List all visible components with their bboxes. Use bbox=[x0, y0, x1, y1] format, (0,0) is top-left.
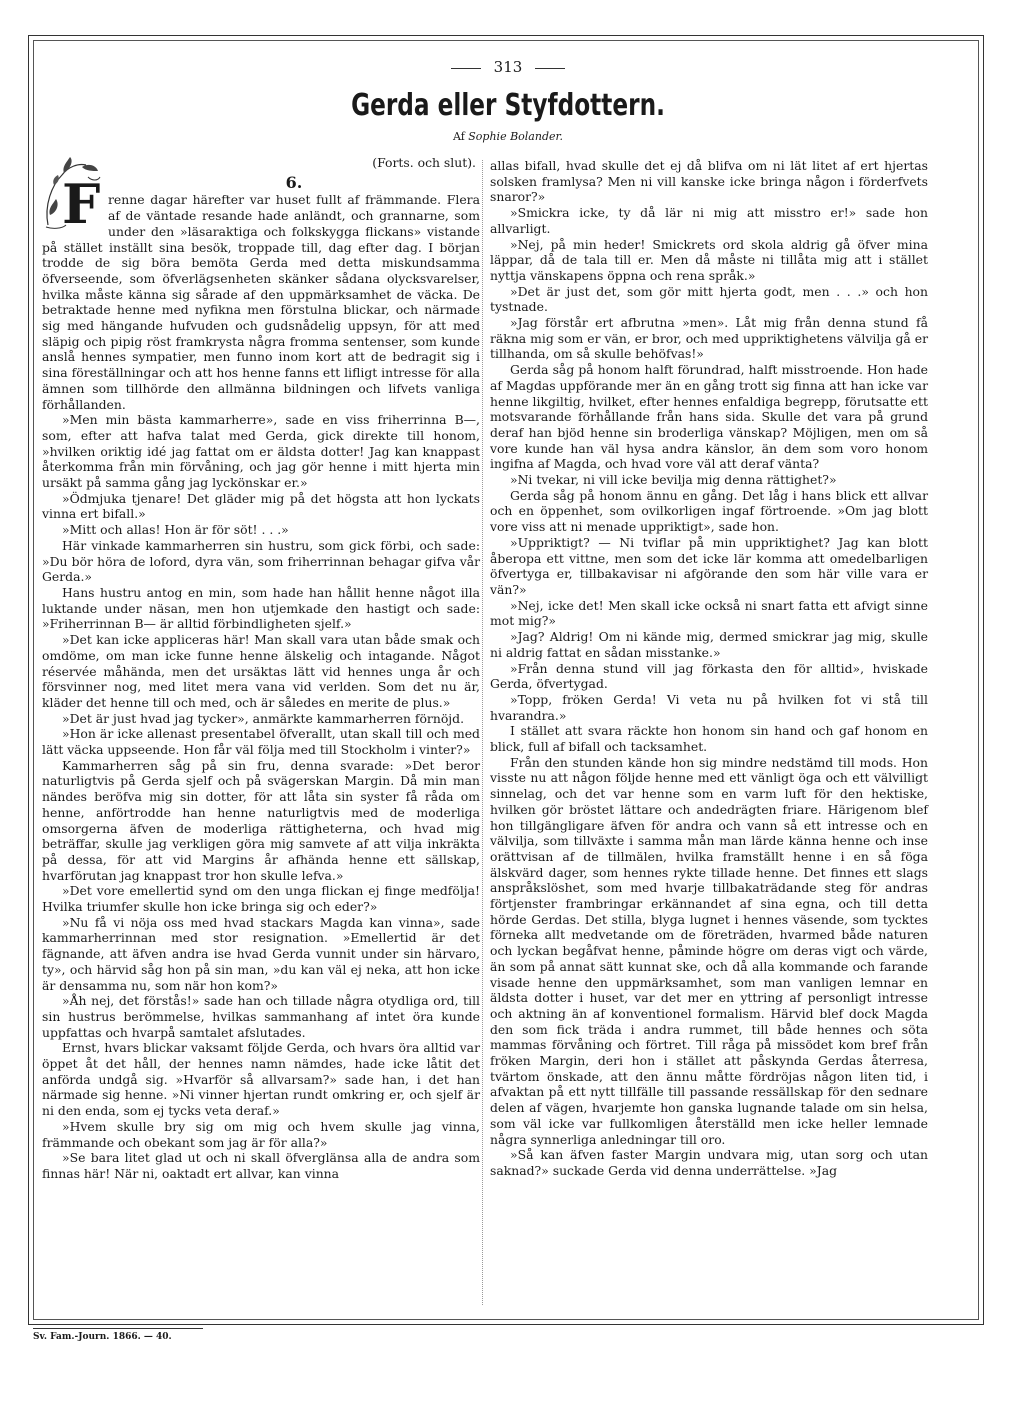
page-number-text: 313 bbox=[493, 58, 523, 76]
paragraph: »Det kan icke appliceras här! Man skall vara utan både smak och omdöme, om man icke funne henne älskelig och intagande. Något réservée måhända, men det ursäktas lätt vid hennes unga år och försvinner nog, med litet mera vana vid verlden. Som det nu är, kläder det henne till och med, och är således en merite de plus.» bbox=[42, 632, 480, 710]
byline bbox=[0, 130, 1016, 143]
paragraph: Från den stunden kände hon sig mindre nedstämd till mods. Hon visste nu att någon följde henne med ett vänligt öga och ett välvilligt sinnelag, och det var henne som en varm luft för den hektiske, hvilken gör bröstet lättare och andedrägten friare. Härigenom blef hon tillgängligare äfven för andra och vann så ett intresse och en välvilja, som tillväxte i samma mån man lärde känna henne och inse orättvisan af de tillmälen, hvilka framställt henne i en så föga älskvärd dager, som hennes rykte tillade henne. Det finnes ett slags anspråkslöshet, som med hvarje tillbakaträdande steg för andras förtjenster frambringar erkännandet af sina egna, och till detta hörde Gerdas. Det stilla, blyga lugnet i hennes väsende, som tycktes förneka allt medvetande om de företräden, hvarmed både naturen och lyckan begåfvat henne, påminde högre om deras vigt och värde, än som på annat sätt kunnat ske, och då alla kommande och farande visade henne den uppmärksamhet, som man vanligen lemnar en äldsta dotter i huset, var det mer en yttring af personligt intresse och aktning än af konventionel formalism. Härvid blef dock Magda den som fick träda i andra rummet, till både hennes och söta mammas förvåning och förtret. Till råga på missödet kom bref från fröken Margin, deri hon i stället att påskynda Gerdas återresa, tvärtom önskade, att den ännu måtte fördröjas någon liten tid, i afvaktan på ett nytt tillfälle till passande ressällskap för den sednare delen af vägen, hvarjemte hon ganska lugnande talade om sin helsa, som väl icke var fullkomligen återställd men icke heller lemnade några synnerliga anledningar till oro. bbox=[490, 754, 928, 1147]
paragraph: »Se bara litet glad ut och ni skall öfverglänsa alla de andra som finnas här! När ni, oaktadt ert allvar, kan vinna bbox=[42, 1150, 480, 1181]
paragraph: »Ödmjuka tjenare! Det gläder mig på det högsta att hon lyckats vinna ert bifall.» bbox=[42, 490, 480, 522]
byline-prefix: Af bbox=[452, 130, 469, 143]
footer-rule bbox=[33, 1328, 203, 1329]
article-title: Gerda eller Styfdottern. bbox=[351, 88, 665, 123]
paragraph: Hans hustru antog en min, som hade han hållit henne något illa luktande under näsan, men hon utjemkade den hastigt och sade: »Friherrinnan B— är alltid förbindligheten sjelf.» bbox=[42, 584, 480, 632]
paragraph: »Det vore emellertid synd om den unga flickan ej finge medfölja! Hvilka triumfer skulle hon icke bringa sig och eder?» bbox=[42, 883, 480, 915]
page-number bbox=[0, 58, 1016, 76]
paragraph: »Ni tvekar, ni vill icke bevilja mig denna rättighet?» bbox=[510, 472, 837, 488]
paragraph: »Topp, fröken Gerda! Vi veta nu på hvilken fot vi stå till hvarandra.» bbox=[490, 691, 928, 723]
paragraph: »Nej, icke det! Men skall icke också ni snart fatta ett afvigt sinne mot mig?» bbox=[490, 597, 928, 629]
paragraph: »Åh nej, det förstås!» sade han och tillade några otydliga ord, till sin hustrus berömmelse, hvilkas sammanhang af intet öra kunde uppfattas och hvarpå samtalet afslutades. bbox=[42, 993, 480, 1040]
paragraph: »Smickra icke, ty då lär ni mig att misstro er!» sade hon allvarligt. bbox=[490, 205, 928, 236]
dropcap-letter: F bbox=[62, 172, 101, 233]
paragraph: Gerda såg på honom halft förundrad, halft misstroende. Hon hade af Magdas uppförande mer än en gång trott sig finna att han icke var henne likgiltig, hvilket, efter hennes enfaldiga begrepp, förutsatte ett motsvarande förhållande från hans sida. Skulle det vara på grund deraf han bjöd henne sin broderliga vänskap? Möjligen, men om så vore kunde han väl hysa andra känslor, än dem som voro honom ingifna af Magda, och hvad vore väl att deraf vänta? bbox=[490, 362, 928, 472]
paragraph: »Jag förstår ert afbrutna »men». Låt mig från denna stund få räkna mig som er vän, er bror, och med uppriktighetens välvilja gå er tillhanda, om så skulle behöfvas!» bbox=[490, 315, 928, 362]
paragraph: »Nu få vi nöja oss med hvad stackars Magda kan vinna», sade kammarherrinnan med stor resignation. »Emellertid är det fägnande, att äfven andra ise hvad Gerda vunnit under sin härvaro, ty», och härvid såg hon på sin man, »du kan väl ej neka, att hon icke är densamma nu, som när hon kom?» bbox=[42, 914, 480, 993]
paragraph: Här vinkade kammarherren sin hustru, som gick förbi, och sade: »Du bör höra de loford, dyra vän, som friherrinnan behagar gifva vår Gerda.» bbox=[42, 537, 480, 585]
paragraph: »Men min bästa kammarherre», sade en viss friherrinna B—, som, efter att hafva talat med Gerda, gick direkte till honom, »hvilken oriktig idé jag fattat om er äldsta dotter! Jag kan knappast återkomma från min förvåning, och jag gör henne i mitt hjerta min ursäkt på samma gång jag lyckönskar er.» bbox=[42, 412, 480, 491]
paragraph: »Så kan äfven faster Margin undvara mig, utan sorg och utan saknad?» suckade Gerda vid denna underrättelse. »Jag bbox=[490, 1147, 928, 1178]
paragraph: »Från denna stund vill jag förkasta den för alltid», hviskade Gerda, öfvertygad. bbox=[490, 660, 928, 692]
paragraph: »Det är just det, som gör mitt hjerta godt, men . . .» och hon tystnade. bbox=[490, 283, 928, 315]
paragraph: Ernst, hvars blickar vaksamt följde Gerda, och hvars öra alltid var öppet åt det håll, der hennes namn nämdes, hade icke låtit det anförda undgå sig. »Hvarför så allvarsam?» sade han, i det han närmade sig henne. »Ni vinner hjertan rundt omkring er, och sjelf är ni den enda, som ej tycks veta deraf.» bbox=[42, 1040, 480, 1119]
paragraph: allas bifall, hvad skulle det ej då blifva om ni lät litet af ert hjertas solsken framlysa? Men ni vill kanske icke bringa någon i förderfvets snaror?» bbox=[490, 158, 928, 205]
section-number: 6. bbox=[285, 172, 303, 192]
page-number-dash-right bbox=[535, 68, 565, 69]
left-column bbox=[42, 155, 480, 1182]
column-divider bbox=[482, 160, 483, 1305]
continued-note: (Forts. och slut). bbox=[372, 155, 476, 170]
paragraph: »Nej, på min heder! Smickrets ord skola aldrig gå öfver mina läppar, då de tala till er. Men då måste ni tillåta mig att i stället nyttja vänskapens öppna och rena språk.» bbox=[490, 236, 928, 283]
right-column bbox=[490, 158, 928, 1179]
footer-note: Sv. Fam.-Journ. 1866. — 40. bbox=[33, 1332, 172, 1342]
ornament-foliage-icon bbox=[42, 155, 102, 233]
paragraph: Gerda såg på honom ännu en gång. Det låg i hans blick ett allvar och en öppenhet, som ovilkorligen ingaf förtroende. »Om jag blott vore viss att ni menade uppriktigt», sade hon. bbox=[490, 487, 928, 535]
paragraph: I stället att svara räckte hon honom sin hand och gaf honom en blick, full af bifall och tacksamhet. bbox=[490, 723, 928, 755]
paragraph: »Hon är icke allenast presentabel öfverallt, utan skall till och med lätt väcka uppseende. Hon får väl följa med till Stockholm i vinter?» bbox=[42, 726, 480, 758]
paragraph: »Mitt och allas! Hon är för söt! . . .» bbox=[62, 522, 289, 538]
paragraph: »Hvem skulle bry sig om mig och hvem skulle jag vinna, främmande och obekant som jag är för alla?» bbox=[42, 1118, 480, 1150]
author-name: Sophie Bolander. bbox=[468, 130, 564, 143]
paragraph: »Det är just hvad jag tycker», anmärkte kammarherren förnöjd. bbox=[62, 710, 465, 726]
page-number-dash-left bbox=[451, 68, 481, 69]
paragraph: Kammarherren såg på sin fru, denna svarade: »Det beror naturligtvis på Gerda sjelf och på svägerskan Margin. Då min man nändes beröfva mig sin dotter, för att låta sin syster få råda om henne, anförtrodde han henne naturligtvis med de moderliga omsorgerna äfven de moderliga rättigheterna, och hvad mig beträffar, skulle jag verkligen göra mig samvete af att vilja inkräkta på dessa, för att vid Margins år afhända henne ett sällskap, hvarförutan jag knappast tror hon skulle lefva.» bbox=[42, 757, 480, 883]
dropcap-ornament bbox=[42, 155, 102, 233]
paragraph: renne dagar härefter var huset fullt af främmande. Flera af de väntade resande hade anländt, och grannarne, som under den »läsaraktiga och folkskygga flickans» vistande på stället inställt sina besök, troppade till, dag efter dag. I början trodde de sig böra bemöta Gerda med detta miskundsamma öfverseende, som öfverlägsenheten skänker sådana olycksvarelser, hvilka måste känna sig sårade af den uppmärksamhet de väcka. De betraktade henne med nyfikna men förstulna blickar, och närmade sig med hängande hufvuden och gudsnådelig uppsyn, för att med släpig och pipig röst framkrysta några fromma sentenser, som kunde anslå hennes sympatier, men funno inom kort att de bedragit sig i sina föreställningar och att hos henne fanns ett lifligt intresse för alla ämnen som tillhörde den allmänna bildningen och lifvets vanliga förhållanden. bbox=[42, 192, 480, 412]
paragraph: »Jag? Aldrig! Om ni kände mig, dermed smickrar jag mig, skulle ni aldrig fattat en sådan misstanke.» bbox=[490, 629, 928, 660]
paragraph: »Uppriktigt? — Ni tviflar på min uppriktighet? Jag kan blott åberopa ett vittne, men som det icke lär komma att omedelbarligen öfvertyga er, tillbakavisar ni afgörande den som här ville vara er vän?» bbox=[490, 534, 928, 597]
